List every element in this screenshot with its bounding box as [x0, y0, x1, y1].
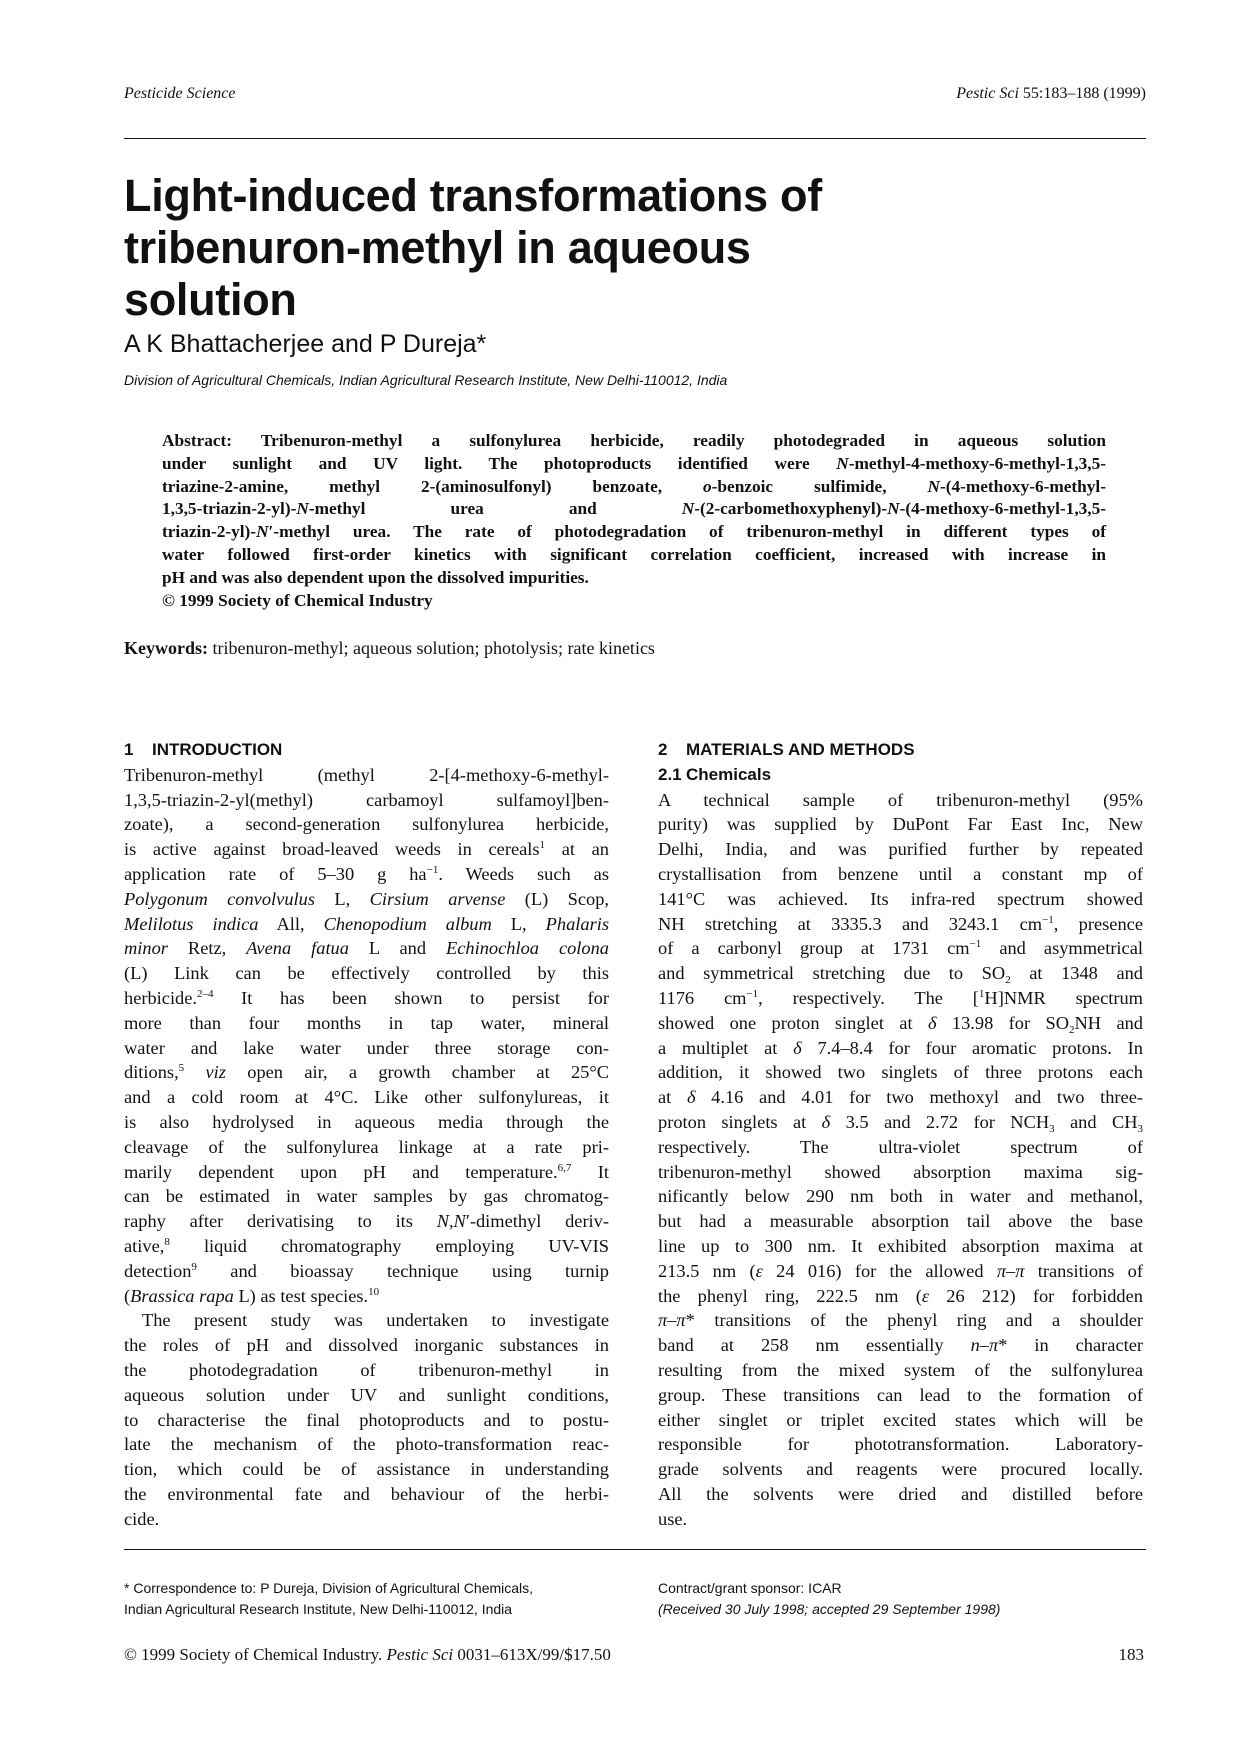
correspondence-footnote: [124, 1578, 533, 1620]
abstract-line: under sunlight and UV light. The photoproducts identified were N-methyl-4-methoxy-6-methyl-1,3,5-: [162, 453, 1106, 473]
received-dates: (Received 30 July 1998; accepted 29 September 1998): [658, 1601, 1001, 1617]
abstract-line: triazin-2-yl)-N′-methyl urea. The rate of photodegradation of tribenuron-methyl in different types of: [162, 522, 1106, 542]
introduction-paragraph-2: The present study was undertaken to investigate the roles of pH and dissolved inorganic substances in the photodegradation of tribenuron-methyl in aqueous solution under UV and sunlight conditions, to characterise the final photoproducts and to postu- late the mechanism of the photo-transformation reac- tion, which could be of assistance in understanding the environmental fate and behaviour of the herbi- cide.: [124, 1310, 609, 1529]
title-line: Light-induced transformations of: [124, 170, 822, 221]
keywords-text: tribenuron-methyl; aqueous solution; photolysis; rate kinetics: [212, 638, 655, 658]
author-affiliation: Division of Agricultural Chemicals, Indian Agricultural Research Institute, New Delhi-110012, India: [124, 372, 728, 388]
journal-name: Pesticide Science: [124, 85, 236, 102]
section-heading-introduction: 1 INTRODUCTION: [124, 740, 283, 759]
page-footer: [124, 1645, 611, 1665]
abstract-line: Abstract: Tribenuron-methyl a sulfonylurea herbicide, readily photodegraded in aqueous solution: [162, 431, 1106, 450]
right-column: [658, 738, 1143, 1532]
correspondence-line: * Correspondence to: P Dureja, Division of Agricultural Chemicals,: [124, 1580, 534, 1596]
subsection-heading-chemicals: 2.1 Chemicals: [658, 764, 772, 784]
header-divider: [124, 138, 1146, 139]
left-column: [124, 738, 609, 1532]
keywords: [124, 638, 655, 659]
citation-pages: :183–188 (1999): [1038, 85, 1146, 102]
section-heading-materials-methods: 2 MATERIALS AND METHODS: [658, 740, 915, 759]
running-head-citation: [956, 85, 1146, 103]
abstract-line: pH and was also dependent upon the dissolved impurities.: [162, 567, 589, 587]
abstract-line: triazine-2-amine, methyl 2-(aminosulfonyl) benzoate, o-benzoic sulfimide, N-(4-methoxy-6-methyl-: [162, 476, 1106, 496]
footer-copyright: © 1999 Society of Chemical Industry.: [124, 1645, 383, 1664]
citation-volume: 55: [1022, 85, 1039, 102]
footer-journal: Pestic Sci: [386, 1645, 454, 1664]
citation-journal: Pestic Sci: [956, 85, 1019, 102]
running-head-journal: [124, 85, 236, 103]
funding-footnote: [658, 1578, 1000, 1620]
footnote-divider: [124, 1549, 1146, 1550]
introduction-paragraph-1: Tribenuron-methyl (methyl 2-[4-methoxy-6-methyl- 1,3,5-triazin-2-yl(methyl) carbamoyl sulfamoyl]ben- zoate), a second-generation sulfonylurea herbicide, is active against broad-leaved weeds in cereals$^1$ at an application rate of 5–30 g $ha^{-1}$. Weeds such as Polygonum convolvulus L, Cirsium arvense (L) Scop, Melilotus indica All, Chenopodium album L, Phalaris minor Retz, Avena fatua L and Echinochloa colona (L) Link can be effectively controlled by this herbicide.$^{2-4}$ It has been shown to persist for more than four months in tap water, mineral water and lake water under three storage con- ditions,$^5$ viz open air, a growth chamber at 25°C and a cold room at 4°C. Like other sulfonylureas, it is also hydrolysed in aqueous media through the cleavage of the sulfonylurea linkage at a rate pri- marily dependent upon pH and temperature.$^{6,7}$ It can be estimated in water samples by gas chromatog- raphy after derivatising to its N,N′-dimethyl deriv- ative,$^8$ liquid chromatography employing UV-VIS detection$^9$ and bioassay technique using turnip (Brassica rapa L) as test species.$^{10}$: [124, 764, 610, 1306]
grant-sponsor: Contract/grant sponsor: ICAR: [658, 1580, 842, 1596]
title-line: tribenuron-methyl in aqueous: [124, 222, 751, 273]
title-line: solution: [124, 274, 297, 325]
footer-code: 0031–613X/99/$17.50: [457, 1645, 611, 1664]
abstract-label: Abstract:: [162, 431, 233, 450]
correspondence-line: Indian Agricultural Research Institute, New Delhi-110012, India: [124, 1601, 513, 1617]
abstract-line: water followed first-order kinetics with significant correlation coefficient, increased with increase in: [162, 544, 1106, 564]
article-title: [124, 170, 1024, 326]
abstract: [162, 430, 1106, 612]
keywords-label: Keywords:: [124, 638, 208, 658]
chemicals-paragraph: A technical sample of tribenuron-methyl (95% purity) was supplied by DuPont Far East Inc, New Delhi, India, and was purified further by repeated crystallisation from benzene until a constant mp of 141°C was achieved. Its infra-red spectrum showed NH stretching at 3335.3 and 3243.1 $cm^{-1}$, presence of a carbonyl group at 1731 $cm^{-1}$ and asymmetrical and symmetrical stretching due to $SO_2$ at 1348 and 1176 $cm^{-1}$, respectively. The [$^1$H]NMR spectrum showed one proton singlet at δ 13.98 for $SO_2NH$ and a multiplet at δ 7.4–8.4 for four aromatic protons. In addition, it showed two singlets of three protons each at δ 4.16 and 4.01 for two methoxyl and two three- proton singlets at δ 3.5 and 2.72 for $NCH_3$ and $CH_3$ respectively. The ultra-violet spectrum of tribenuron-methyl showed absorption maxima sig- nificantly below 290 nm both in water and methanol, but had a measurable absorption tail above the base line up to 300 nm. It exhibited absorption maxima at 213.5 nm (ε 24 016) for the allowed π–π transitions of the phenyl ring, 222.5 nm (ε 26 212) for forbidden π–π* transitions of the phenyl ring and a shoulder band at 258 nm essentially n–π* in character resulting from the mixed system of the sulfonylurea group. These transitions can lead to the formation of either singlet or triplet excited states which will be responsible for phototransformation. Laboratory- grade solvents and reagents were procured locally. All the solvents were dried and distilled before use.: [658, 789, 1144, 1529]
abstract-line: 1,3,5-triazin-2-yl)-N-methyl urea and N-(2-carbomethoxyphenyl)-N-(4-methoxy-6-methyl-1,3,5-: [162, 499, 1106, 519]
abstract-copyright: © 1999 Society of Chemical Industry: [162, 590, 433, 610]
page-number: 183: [1118, 1645, 1144, 1664]
author-list: A K Bhattacherjee and P Dureja*: [124, 330, 487, 358]
